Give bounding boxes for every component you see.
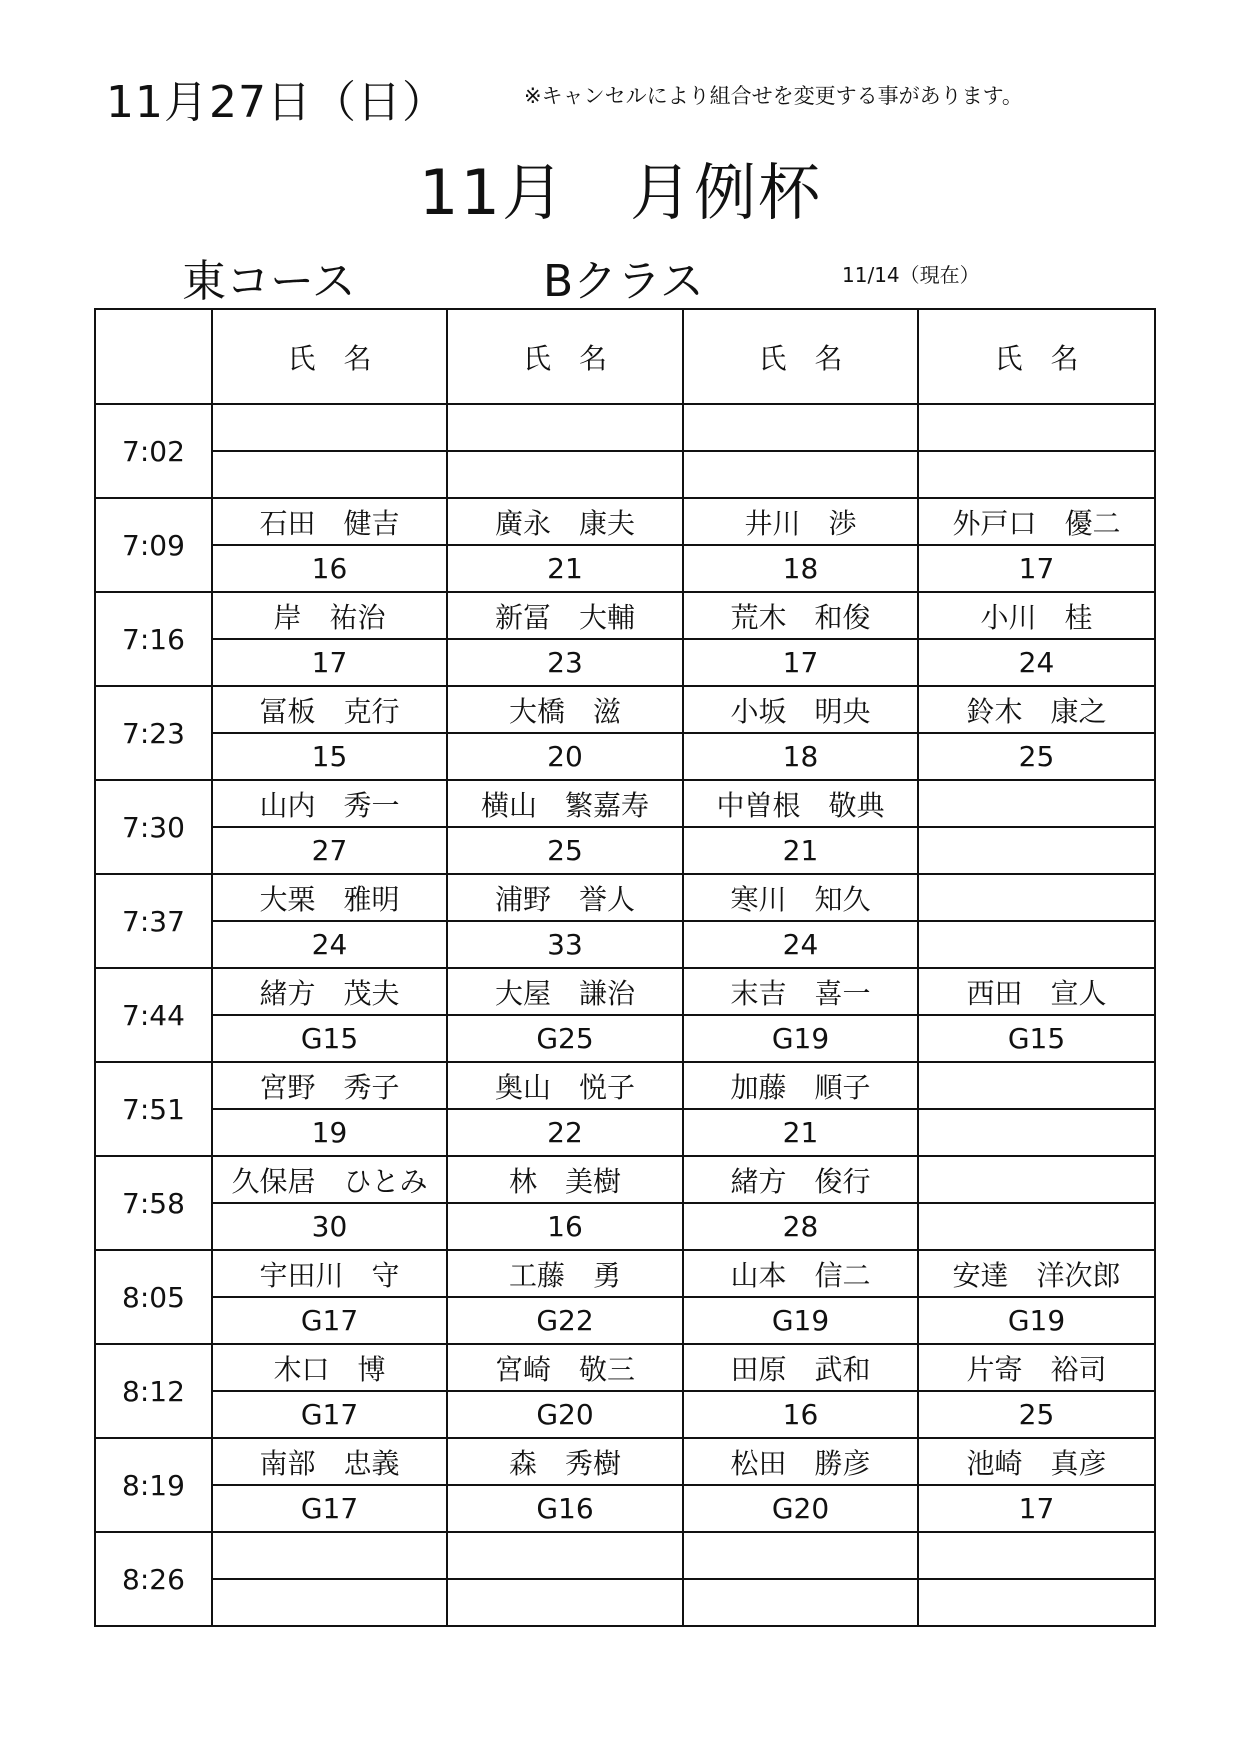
- player-handicap-cell: [447, 451, 683, 498]
- player-name-cell: 小坂 明央: [683, 686, 918, 733]
- column-header-name: 氏 名: [212, 309, 447, 404]
- player-handicap-cell: G22: [447, 1297, 683, 1344]
- player-name-cell: 木口 博: [212, 1344, 447, 1391]
- player-handicap-cell: G19: [683, 1297, 918, 1344]
- player-handicap-cell: G17: [212, 1391, 447, 1438]
- player-handicap-cell: 24: [683, 921, 918, 968]
- player-handicap-cell: 23: [447, 639, 683, 686]
- player-name-cell: [918, 1156, 1155, 1203]
- player-handicap-cell: [918, 827, 1155, 874]
- player-name-cell: 岸 祐治: [212, 592, 447, 639]
- player-handicap-cell: 22: [447, 1109, 683, 1156]
- player-handicap-cell: 16: [447, 1203, 683, 1250]
- player-name-cell: 宮野 秀子: [212, 1062, 447, 1109]
- player-handicap-cell: 30: [212, 1203, 447, 1250]
- player-handicap-cell: 21: [447, 545, 683, 592]
- player-name-cell: [918, 404, 1155, 451]
- player-name-cell: 横山 繁嘉寿: [447, 780, 683, 827]
- player-name-cell: 宇田川 守: [212, 1250, 447, 1297]
- player-name-cell: [212, 1532, 447, 1579]
- cancellation-note: ※キャンセルにより組合せを変更する事があります。: [524, 84, 1023, 108]
- tee-time-cell: 7:44: [95, 968, 212, 1062]
- player-handicap-cell: 17: [683, 639, 918, 686]
- player-handicap-cell: G19: [683, 1015, 918, 1062]
- player-handicap-cell: 18: [683, 733, 918, 780]
- player-handicap-cell: [918, 451, 1155, 498]
- player-handicap-cell: [683, 1579, 918, 1626]
- player-handicap-cell: [212, 451, 447, 498]
- player-name-cell: 南部 忠義: [212, 1438, 447, 1485]
- tee-time-row-scores: [95, 1391, 1155, 1438]
- header-corner-cell: [95, 309, 212, 404]
- player-name-cell: [918, 780, 1155, 827]
- tee-time-cell: 7:58: [95, 1156, 212, 1250]
- player-handicap-cell: [918, 1579, 1155, 1626]
- column-header-name: 氏 名: [918, 309, 1155, 404]
- player-name-cell: 加藤 順子: [683, 1062, 918, 1109]
- player-handicap-cell: 28: [683, 1203, 918, 1250]
- player-name-cell: [447, 1532, 683, 1579]
- player-handicap-cell: 25: [918, 733, 1155, 780]
- player-name-cell: 荒木 和俊: [683, 592, 918, 639]
- tee-time-cell: 8:26: [95, 1532, 212, 1626]
- player-handicap-cell: 16: [212, 545, 447, 592]
- player-name-cell: 石田 健吉: [212, 498, 447, 545]
- tee-time-row-names: [95, 1438, 1155, 1485]
- player-name-cell: 西田 宣人: [918, 968, 1155, 1015]
- as-of-date: 11/14（現在）: [842, 263, 980, 287]
- tee-time-row-names: [95, 498, 1155, 545]
- tee-time-row-names: [95, 1062, 1155, 1109]
- player-handicap-cell: G20: [683, 1485, 918, 1532]
- tee-time-cell: 8:05: [95, 1250, 212, 1344]
- player-name-cell: [918, 874, 1155, 921]
- pairing-table: [94, 308, 1156, 1627]
- player-name-cell: 工藤 勇: [447, 1250, 683, 1297]
- player-handicap-cell: 16: [683, 1391, 918, 1438]
- tee-time-row-scores: [95, 451, 1155, 498]
- player-handicap-cell: 24: [918, 639, 1155, 686]
- player-handicap-cell: 20: [447, 733, 683, 780]
- player-name-cell: [918, 1062, 1155, 1109]
- player-handicap-cell: 18: [683, 545, 918, 592]
- table-header-row: [95, 309, 1155, 404]
- player-handicap-cell: 33: [447, 921, 683, 968]
- player-name-cell: 奥山 悦子: [447, 1062, 683, 1109]
- player-name-cell: 中曽根 敬典: [683, 780, 918, 827]
- player-name-cell: [447, 404, 683, 451]
- player-name-cell: 池崎 真彦: [918, 1438, 1155, 1485]
- player-handicap-cell: 21: [683, 827, 918, 874]
- tee-time-cell: 8:19: [95, 1438, 212, 1532]
- tee-time-row-scores: [95, 1015, 1155, 1062]
- player-name-cell: [212, 404, 447, 451]
- tee-time-row-scores: [95, 639, 1155, 686]
- tee-time-row-scores: [95, 1579, 1155, 1626]
- tee-time-row-scores: [95, 1297, 1155, 1344]
- player-name-cell: 外戸口 優二: [918, 498, 1155, 545]
- player-name-cell: 松田 勝彦: [683, 1438, 918, 1485]
- tee-time-row-names: [95, 1156, 1155, 1203]
- tee-time-row-names: [95, 592, 1155, 639]
- player-handicap-cell: 27: [212, 827, 447, 874]
- tee-time-row-names: [95, 968, 1155, 1015]
- player-handicap-cell: G17: [212, 1485, 447, 1532]
- player-handicap-cell: [212, 1579, 447, 1626]
- player-handicap-cell: G17: [212, 1297, 447, 1344]
- tee-time-row-names: [95, 780, 1155, 827]
- player-handicap-cell: 25: [447, 827, 683, 874]
- player-name-cell: 森 秀樹: [447, 1438, 683, 1485]
- tee-time-row-scores: [95, 1109, 1155, 1156]
- player-name-cell: 安達 洋次郎: [918, 1250, 1155, 1297]
- column-header-name: 氏 名: [447, 309, 683, 404]
- player-name-cell: 林 美樹: [447, 1156, 683, 1203]
- player-name-cell: 浦野 誉人: [447, 874, 683, 921]
- player-handicap-cell: G20: [447, 1391, 683, 1438]
- tee-time-row-scores: [95, 1203, 1155, 1250]
- tee-time-row-names: [95, 874, 1155, 921]
- player-handicap-cell: [918, 1109, 1155, 1156]
- tee-time-row-names: [95, 686, 1155, 733]
- player-handicap-cell: [683, 451, 918, 498]
- tee-time-row-scores: [95, 921, 1155, 968]
- player-handicap-cell: [918, 921, 1155, 968]
- tee-time-cell: 7:51: [95, 1062, 212, 1156]
- tee-time-row-names: [95, 404, 1155, 451]
- column-header-name: 氏 名: [683, 309, 918, 404]
- page-title: 11月 月例杯: [419, 156, 822, 229]
- player-name-cell: 廣永 康夫: [447, 498, 683, 545]
- course-label: 東コース: [182, 256, 356, 307]
- player-handicap-cell: 19: [212, 1109, 447, 1156]
- tee-time-cell: 7:30: [95, 780, 212, 874]
- player-name-cell: 久保居 ひとみ: [212, 1156, 447, 1203]
- player-name-cell: 小川 桂: [918, 592, 1155, 639]
- tee-time-cell: 8:12: [95, 1344, 212, 1438]
- player-name-cell: [683, 404, 918, 451]
- player-name-cell: 大橋 滋: [447, 686, 683, 733]
- tee-time-row-names: [95, 1250, 1155, 1297]
- tee-time-cell: 7:02: [95, 404, 212, 498]
- player-handicap-cell: G15: [918, 1015, 1155, 1062]
- tee-time-row-scores: [95, 827, 1155, 874]
- player-handicap-cell: G15: [212, 1015, 447, 1062]
- player-handicap-cell: 15: [212, 733, 447, 780]
- player-handicap-cell: G16: [447, 1485, 683, 1532]
- tee-time-cell: 7:23: [95, 686, 212, 780]
- player-name-cell: 緒方 俊行: [683, 1156, 918, 1203]
- player-name-cell: [683, 1532, 918, 1579]
- player-handicap-cell: 21: [683, 1109, 918, 1156]
- player-name-cell: 井川 渉: [683, 498, 918, 545]
- tee-time-cell: 7:16: [95, 592, 212, 686]
- player-handicap-cell: [918, 1203, 1155, 1250]
- player-handicap-cell: G19: [918, 1297, 1155, 1344]
- player-handicap-cell: [447, 1579, 683, 1626]
- player-name-cell: 冨板 克行: [212, 686, 447, 733]
- player-handicap-cell: G25: [447, 1015, 683, 1062]
- player-name-cell: 緒方 茂夫: [212, 968, 447, 1015]
- player-handicap-cell: 17: [918, 545, 1155, 592]
- player-name-cell: 片寄 裕司: [918, 1344, 1155, 1391]
- player-name-cell: 末吉 喜一: [683, 968, 918, 1015]
- tee-time-row-scores: [95, 733, 1155, 780]
- player-handicap-cell: 17: [918, 1485, 1155, 1532]
- player-name-cell: 大栗 雅明: [212, 874, 447, 921]
- player-name-cell: 新冨 大輔: [447, 592, 683, 639]
- player-name-cell: 鈴木 康之: [918, 686, 1155, 733]
- player-name-cell: 寒川 知久: [683, 874, 918, 921]
- tee-time-cell: 7:09: [95, 498, 212, 592]
- tee-time-row-names: [95, 1532, 1155, 1579]
- player-name-cell: 山内 秀一: [212, 780, 447, 827]
- player-name-cell: 田原 武和: [683, 1344, 918, 1391]
- player-handicap-cell: 24: [212, 921, 447, 968]
- player-handicap-cell: 25: [918, 1391, 1155, 1438]
- event-date: 11月27日（日）: [106, 77, 447, 128]
- tee-time-row-scores: [95, 545, 1155, 592]
- tee-time-row-names: [95, 1344, 1155, 1391]
- player-name-cell: 宮崎 敬三: [447, 1344, 683, 1391]
- player-name-cell: 山本 信二: [683, 1250, 918, 1297]
- player-name-cell: [918, 1532, 1155, 1579]
- class-label: Bクラス: [543, 256, 704, 307]
- player-name-cell: 大屋 謙治: [447, 968, 683, 1015]
- player-handicap-cell: 17: [212, 639, 447, 686]
- tee-time-cell: 7:37: [95, 874, 212, 968]
- tee-time-row-scores: [95, 1485, 1155, 1532]
